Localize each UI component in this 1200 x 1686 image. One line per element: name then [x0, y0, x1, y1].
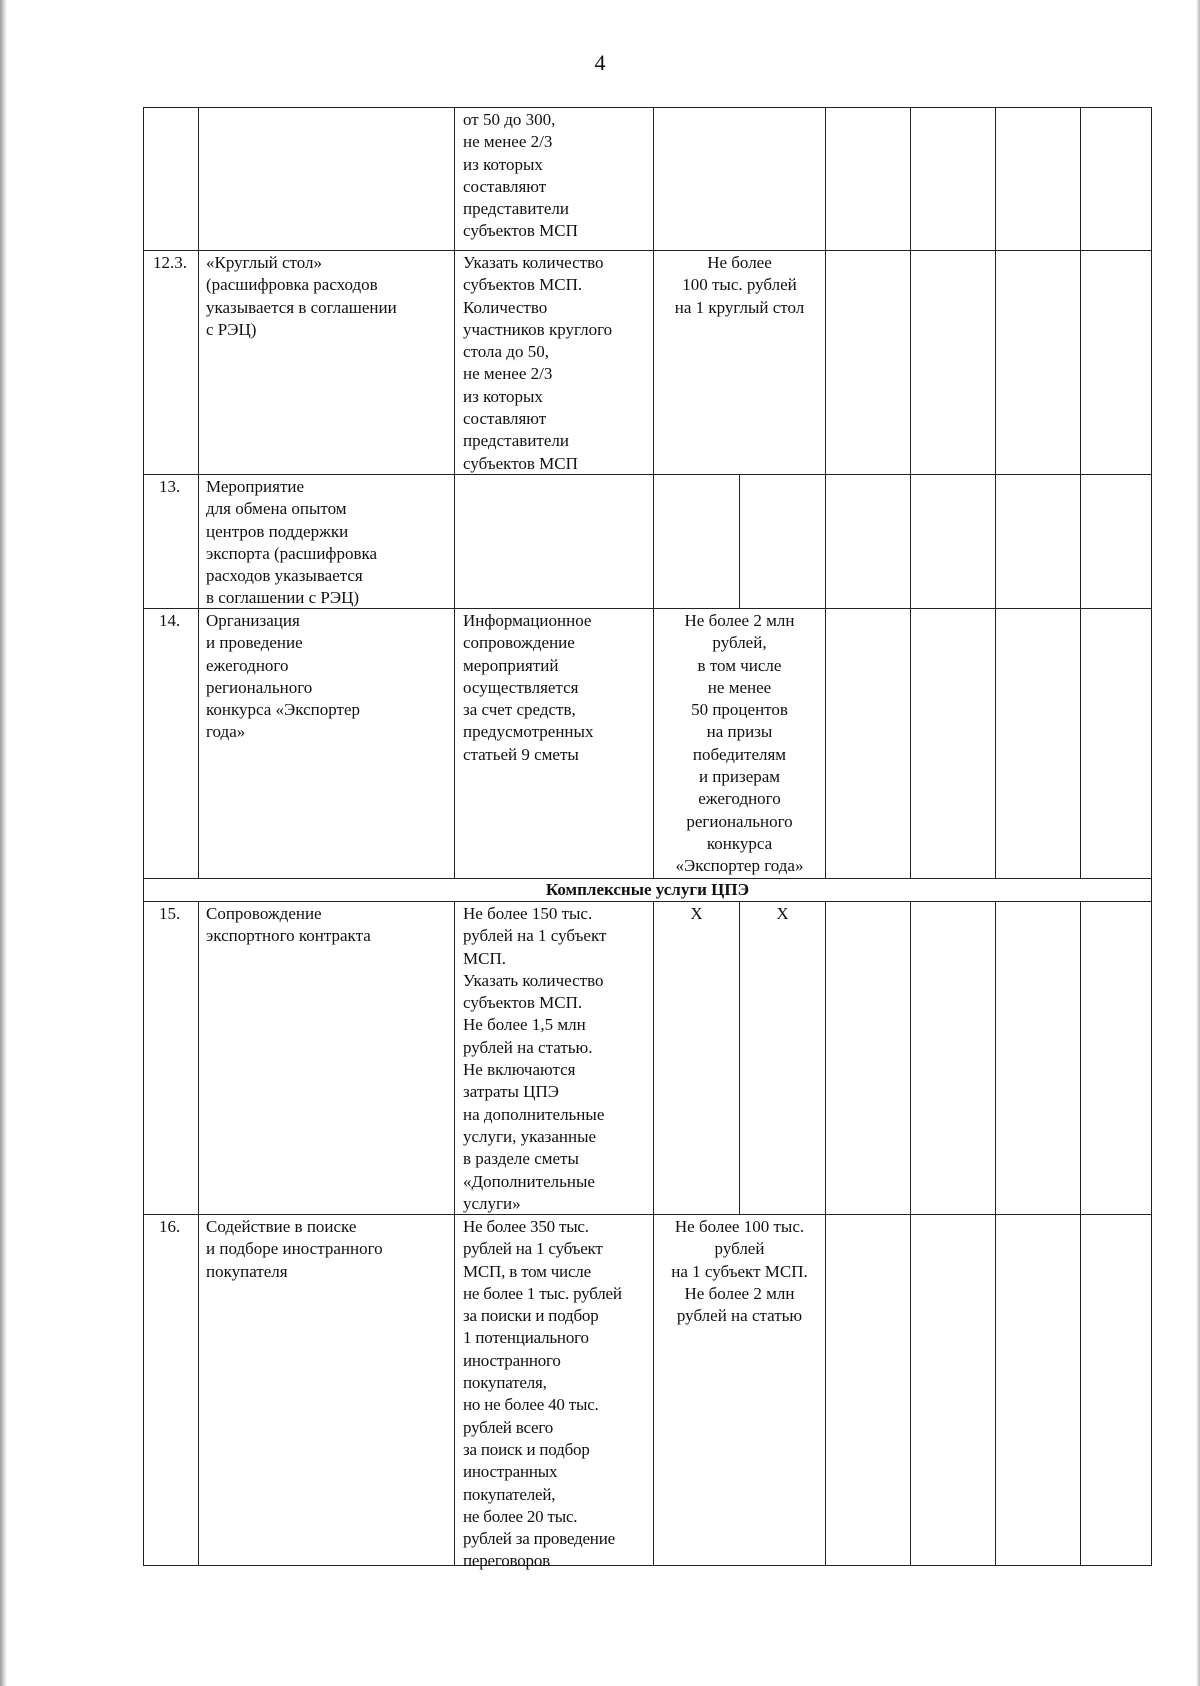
column-divider-name [454, 901, 455, 1566]
row-15-requirement: Не более 150 тыс. рублей на 1 субъект МСП. Указать количество субъектов МСП. Не более 1,5 млн рублей на статью. Не включаются затраты ЦПЭ на дополнительные услуги, указанные в разделе сметы «Дополнительные услуги» [463, 904, 607, 1213]
row-15-number: 15. [159, 904, 181, 923]
table-border-right [1151, 107, 1152, 1566]
column-divider-num [198, 901, 199, 1566]
estimate-table [143, 107, 1152, 1571]
row-12-3-number: 12.3. [153, 253, 187, 272]
row-12-3-requirement: Указать количество субъектов МСП. Количество участников круглого стола до 50, не менее 2/3 из которых составляют представители субъектов МСП [463, 253, 613, 473]
column-divider-a [910, 107, 911, 879]
column-divider-num [198, 107, 199, 879]
scan-edge-left [0, 0, 7, 1686]
row-16-name: Содействие в поиске и подборе иностранного покупателя [206, 1217, 383, 1281]
column-divider-limit-split [739, 474, 740, 609]
row-16-requirement: Не более 350 тыс. рублей на 1 субъект МСП, в том числе не более 1 тыс. рублей за поиски и подбор 1 потенциального иностранного покупателя, но не более 40 тыс. рублей всего за поиск и подбор иностранных покупателей, не более 20 тыс. рублей за проведение переговоров [463, 1217, 622, 1571]
column-divider-limit [825, 107, 826, 879]
row-14-number: 14. [159, 611, 181, 630]
row-15-mark-a: X [690, 904, 703, 923]
column-divider-name [454, 107, 455, 879]
row-12-3-name: «Круглый стол» (расшифровка расходов указывается в соглашении с РЭЦ) [206, 253, 397, 339]
column-divider-a [910, 901, 911, 1566]
section-title: Комплексные услуги ЦПЭ [545, 880, 750, 899]
column-divider-c [1080, 107, 1081, 879]
row-16-limit: Не более 100 тыс. рублей на 1 субъект МСП. Не более 2 млн рублей на статью [671, 1217, 808, 1326]
row-14-name: Организация и проведение ежегодного регионального конкурса «Экспортер года» [206, 611, 361, 742]
row-14-requirement: Информационное сопровождение мероприятий осуществляется за счет средств, предусмотренных статьей 9 сметы [463, 611, 594, 764]
row-13-name: Мероприятие для обмена опытом центров поддержки экспорта (расшифровка расходов указывается в соглашении с РЭЦ) [206, 477, 378, 608]
column-divider-b [995, 901, 996, 1566]
page-number: 4 [594, 50, 606, 75]
column-divider-c [1080, 901, 1081, 1566]
row-15-name: Сопровождение экспортного контракта [206, 904, 371, 946]
row-14-limit: Не более 2 млн рублей, в том числе не менее 50 процентов на призы победителям и призерам ежегодного регионального конкурса «Экспортер года» [675, 611, 804, 876]
column-divider-b [995, 107, 996, 879]
table-border-left [143, 107, 144, 1566]
column-divider-limit-split [739, 901, 740, 1215]
scan-edge-right [1196, 0, 1200, 1686]
row-15-mark-b: X [776, 904, 789, 923]
row-16-number: 16. [159, 1217, 181, 1236]
row-12-3-limit: Не более 100 тыс. рублей на 1 круглый стол [674, 253, 805, 317]
column-divider-limit [825, 901, 826, 1566]
row-13-number: 13. [159, 477, 181, 496]
row-12-2-requirement: от 50 до 300, не менее 2/3 из которых составляют представители субъектов МСП [463, 110, 578, 241]
